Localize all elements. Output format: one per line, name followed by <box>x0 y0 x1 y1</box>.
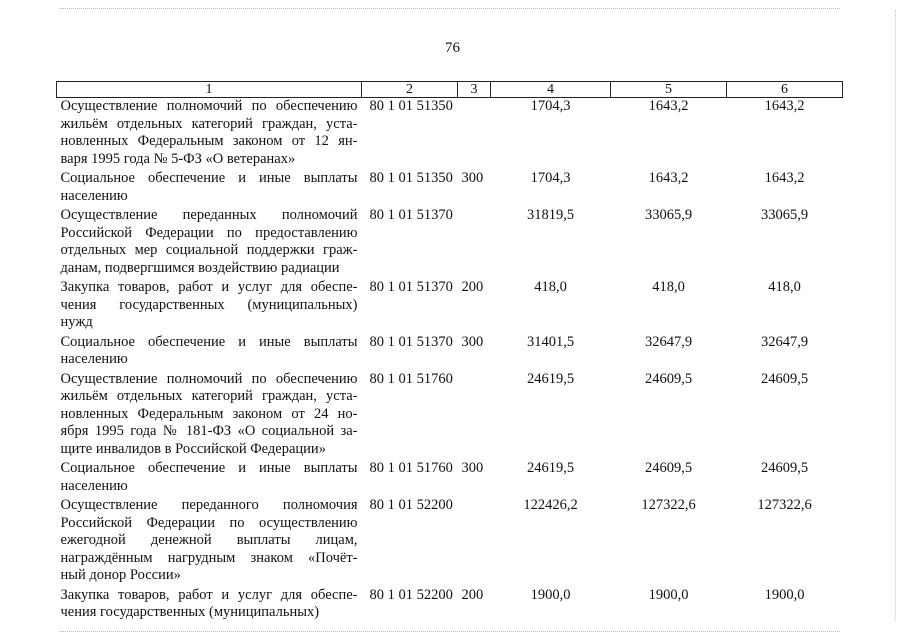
row-value-2023-cell: 1643,2 <box>648 170 689 186</box>
header-cell-6: 6 <box>727 82 843 98</box>
table-row <box>57 207 843 279</box>
row-vr-cell: 200 <box>461 279 484 295</box>
header-cell-2: 2 <box>362 82 458 98</box>
row-vr-cell <box>458 371 491 461</box>
row-value-2022-cell: 1704,3 <box>530 98 571 114</box>
row-name-cell <box>57 587 362 624</box>
row-kbk-cell: 80 1 01 51350 <box>369 98 453 114</box>
row-name-line: данам, подвергшимся воздействию радиации <box>60 259 340 276</box>
header-cell-4: 4 <box>491 82 611 98</box>
row-name-line: Осуществление полномочий по обеспечению <box>60 98 358 114</box>
row-vr-cell: 200 <box>461 586 484 603</box>
table-row <box>57 497 843 587</box>
row-value-2023-cell: 127322,6 <box>641 497 696 513</box>
row-value-2022-cell: 31819,5 <box>526 207 575 223</box>
row-name-line: Российской Федерации по предоставлению <box>60 224 358 241</box>
row-value-2024-cell: 24609,5 <box>760 370 809 387</box>
row-name-line: новленных Федеральным законом от 12 ян- <box>60 133 358 149</box>
row-name-line: чения государственных (муниципальных) <box>60 604 320 620</box>
row-name-line: новленных Федеральным законом от 24 но- <box>60 405 358 422</box>
table-row <box>57 279 843 334</box>
row-value-2022-cell: 1900,0 <box>530 586 571 603</box>
row-value-2024-cell: 1643,2 <box>764 98 805 114</box>
row-name-line: Осуществление переданного полномочия <box>60 497 358 513</box>
row-kbk-cell: 80 1 01 51370 <box>369 207 453 223</box>
row-vr-cell <box>458 98 491 171</box>
row-value-2022-cell: 1704,3 <box>530 170 571 186</box>
row-value-2023-cell: 1900,0 <box>648 586 689 603</box>
row-name-line: Социальное обеспечение и иные выплаты <box>60 333 358 350</box>
row-name-cell <box>57 207 362 279</box>
row-kbk-cell: 80 1 01 51760 <box>369 370 453 387</box>
column-number-header <box>57 82 843 98</box>
header-cell-1: 1 <box>57 82 362 98</box>
row-name-line: Закупка товаров, работ и услуг для обеспе- <box>60 279 358 295</box>
row-value-2024-cell: 24609,5 <box>760 460 809 476</box>
row-name-line: отдельных мер социальной поддержки граж- <box>60 242 358 258</box>
row-name-line: жильём отдельных категорий граждан, уста- <box>60 388 358 404</box>
row-name-line: Закупка товаров, работ и услуг для обеспе- <box>60 586 358 603</box>
row-name-line: Социальное обеспечение и иные выплаты <box>60 170 358 186</box>
row-value-2024-cell: 1643,2 <box>764 170 805 186</box>
row-vr-cell: 300 <box>461 333 484 350</box>
row-name-cell <box>57 170 362 207</box>
row-name-line: ября 1995 года № 181-ФЗ «О социальной за- <box>60 423 358 439</box>
row-value-2023-cell: 33065,9 <box>644 207 693 223</box>
row-name-line: ный донор России» <box>60 567 181 583</box>
row-name-line: населению <box>60 187 128 204</box>
row-value-2023-cell: 1643,2 <box>648 98 689 114</box>
row-name-line: населению <box>60 351 128 367</box>
row-name-line: варя 1995 года № 5-ФЗ «О ветеранах» <box>60 150 296 167</box>
row-name-line: Социальное обеспечение и иные выплаты <box>60 460 358 476</box>
row-name-line: щите инвалидов в Российской Федерации» <box>60 440 326 457</box>
row-kbk-cell: 80 1 01 52200 <box>369 586 453 603</box>
row-value-2023-cell: 24609,5 <box>644 370 693 387</box>
row-kbk-cell: 80 1 01 51760 <box>369 460 453 476</box>
row-name-cell <box>57 279 362 334</box>
row-kbk-cell: 80 1 01 51370 <box>369 333 453 350</box>
row-value-2022-cell: 122426,2 <box>523 497 578 513</box>
budget-table-wrapper <box>56 81 842 624</box>
table-row <box>57 170 843 207</box>
row-name-line: нужд <box>60 314 93 330</box>
row-value-2024-cell: 32647,9 <box>760 333 809 350</box>
row-name-line: населению <box>60 477 128 494</box>
row-name-line: награждённым нагрудным знаком «Почёт- <box>60 549 358 566</box>
row-value-2022-cell: 24619,5 <box>526 370 575 387</box>
bottom-scan-edge <box>60 631 840 633</box>
row-name-line: чения государственных (муниципальных) <box>60 296 358 313</box>
top-scan-edge <box>60 8 840 10</box>
row-kbk-cell: 80 1 01 51350 <box>369 170 453 186</box>
row-vr-cell: 300 <box>461 170 484 186</box>
row-value-2022-cell: 31401,5 <box>526 333 575 350</box>
row-kbk-cell: 80 1 01 52200 <box>369 497 453 513</box>
table-row <box>57 587 843 624</box>
row-value-2022-cell: 418,0 <box>534 279 567 295</box>
header-cell-5: 5 <box>611 82 727 98</box>
table-row <box>57 334 843 371</box>
row-value-2023-cell: 24609,5 <box>644 460 693 476</box>
row-name-cell <box>57 98 362 171</box>
row-name-line: Российской Федерации по осуществлению <box>60 514 358 531</box>
row-vr-cell: 300 <box>461 460 484 476</box>
table-row <box>57 98 843 171</box>
table-body <box>57 98 843 624</box>
page-number: 76 <box>445 40 460 56</box>
row-name-line: жильём отдельных категорий граждан, уста- <box>60 115 358 132</box>
table-row <box>57 460 843 497</box>
row-value-2023-cell: 32647,9 <box>644 333 693 350</box>
row-name-line: ежегодной денежной выплаты лицам, <box>60 532 358 548</box>
table-row <box>57 371 843 461</box>
row-value-2023-cell: 418,0 <box>652 279 685 295</box>
row-value-2024-cell: 127322,6 <box>757 497 812 513</box>
row-name-cell <box>57 371 362 461</box>
row-vr-cell <box>458 497 491 587</box>
row-name-line: Осуществление полномочий по обеспечению <box>60 370 358 387</box>
row-kbk-cell: 80 1 01 51370 <box>369 279 453 295</box>
row-name-cell <box>57 334 362 371</box>
budget-table <box>56 81 843 624</box>
header-cell-3: 3 <box>458 82 491 98</box>
row-value-2024-cell: 33065,9 <box>760 207 809 223</box>
row-name-cell <box>57 497 362 587</box>
row-name-cell <box>57 460 362 497</box>
row-value-2022-cell: 24619,5 <box>526 460 575 476</box>
row-vr-cell <box>458 207 491 279</box>
right-scan-edge <box>895 10 897 620</box>
row-value-2024-cell: 418,0 <box>768 279 801 295</box>
row-value-2024-cell: 1900,0 <box>764 586 805 603</box>
row-name-line: Осуществление переданных полномочий <box>60 207 358 223</box>
